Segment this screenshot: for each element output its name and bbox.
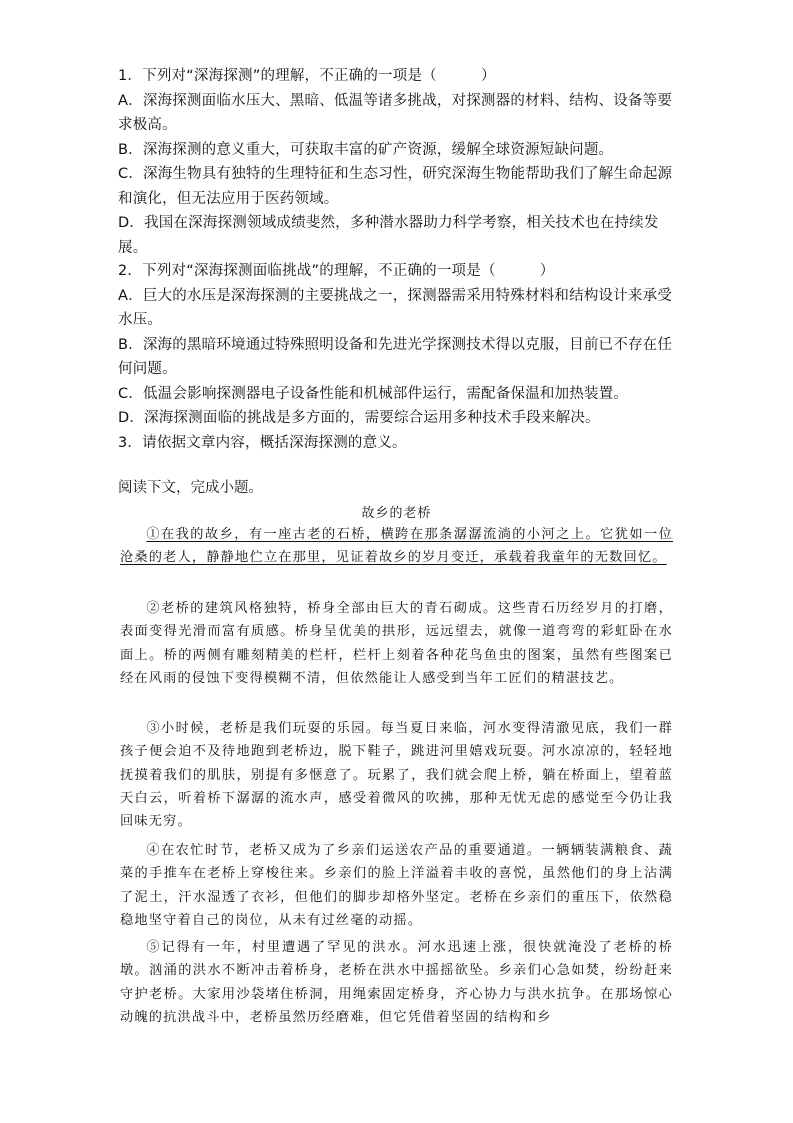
question-1-option-d: D．我国在深海探测领域成绩斐然，多种潜水器助力科学考察，相关技术也在持续发展。 [118, 215, 659, 256]
essay-paragraph-2: ②老桥的建筑风格独特，桥身全部由巨大的青石砌成。这些青石历经岁月的打磨，表面变得光滑而富有质感。桥身呈优美的拱形，远远望去，就像一道弯弯的彩虹卧在水面上。桥的两侧有雕刻精美的栏杆，栏杆上刻着各种花鸟鱼虫的图案，虽然有些图案已经在风雨的侵蚀下变得模糊不清，但依然能让人感受到当年工匠们的精湛技艺。 [120, 601, 673, 686]
question-2-option-a: A．巨大的水压是深海探测的主要挑战之一，探测器需采用特殊材料和结构设计来承受水压。 [118, 287, 673, 328]
question-2 [118, 259, 678, 455]
essay-paragraph-1 [120, 523, 673, 570]
essay-paragraph-4: ④在农忙时节，老桥又成为了乡亲们运送农产品的重要通道。一辆辆装满粮食、蔬菜的手推车在老桥上穿梭往来。乡亲们的脸上洋溢着丰收的喜悦，虽然他们的身上沾满了泥土，汗水湿透了衣衫，但他们的脚步却格外坚定。老桥在乡亲们的重压下，依然稳稳地坚守着自己的岗位，从未有过丝毫的动摇。 [120, 843, 673, 928]
question-3-stem: 3．请依据文章内容，概括深海探测的意义。 [118, 434, 407, 451]
question-2-option-d: D．深海探测面临的挑战是多方面的，需要综合运用多种技术手段来解决。 [118, 410, 600, 426]
question-1-option-b: B．深海探测的意义重大，可获取丰富的矿产资源，缓解全球资源短缺问题。 [118, 141, 614, 158]
essay-paragraph-5: ⑤记得有一年，村里遭遇了罕见的洪水。河水迅速上涨，很快就淹没了老桥的桥墩。汹涌的洪水不断冲击着桥身，老桥在洪水中摇摇欲坠。乡亲们心急如焚，纷纷赶来守护老桥。大家用沙袋堵住桥洞，用绳索固定桥身，齐心协力与洪水抗争。在那场惊心动魄的抗洪战斗中，老桥虽然历经磨难，但它凭借着坚固的结构和乡 [120, 940, 673, 1025]
question-1-option-a: A．深海探测面临水压大、黑暗、低温等诸多挑战，对探测器的材料、结构、设备等要求极高。 [118, 92, 673, 133]
essay-paragraph-3: ③小时候，老桥是我们玩耍的乐园。每当夏日来临，河水变得清澈见底，我们一群孩子便会迫不及待地跑到老桥边，脱下鞋子，跳进河里嬉戏玩耍。河水凉凉的，轻轻地抚摸着我们的肌肤，别提有多惬意了。玩累了，我们就会爬上桥，躺在桥面上，望着蓝天白云，听着桥下潺潺的流水声，感受着微风的吹拂，那种无忧无虑的感觉至今仍让我回味无穷。 [120, 721, 673, 830]
question-1-stem: 1．下列对“深海探测”的理解，不正确的一项是（ ） [118, 68, 496, 84]
question-1-option-c: C．深海生物具有独特的生理特征和生态习性，研究深海生物能帮助我们了解生命起源和演化，但无法应用于医药领域。 [118, 166, 673, 207]
question-2-option-b: B．深海的黑暗环境通过特殊照明设备和先进光学探测技术得以克服，目前已不存在任何问题。 [118, 336, 673, 377]
question-2-option-c: C．低温会影响探测器电子设备性能和机械部件运行，需配备保温和加热装置。 [118, 385, 629, 402]
essay-title: 故乡的老桥 [361, 506, 432, 521]
essay-paragraph-1-text: ①在我的故乡，有一座古老的石桥，横跨在那条潺潺流淌的小河之上。它犹如一位沧桑的老人，静静地伫立在那里，见证着故乡的岁月变迁，承载着我童年的无数回忆。 [120, 527, 673, 566]
question-1 [118, 64, 678, 260]
question-2-stem: 2．下列对“深海探测面临挑战”的理解，不正确的一项是（ ） [118, 263, 555, 279]
reading-intro: 阅读下文，完成小题。 [118, 480, 263, 496]
